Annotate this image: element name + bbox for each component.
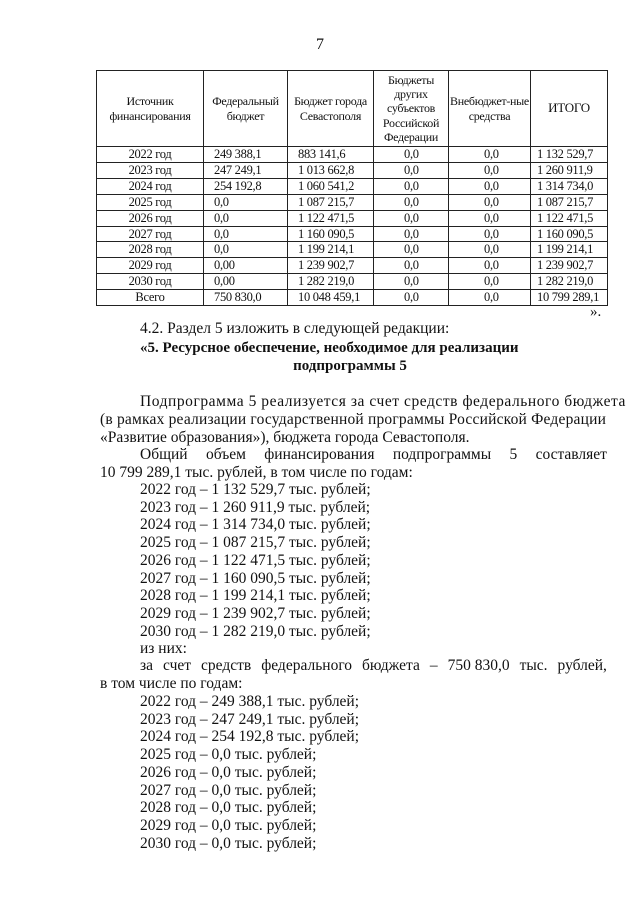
- table-cell-value: 0,0: [449, 210, 531, 226]
- federal-by-year-list: [140, 693, 359, 852]
- table-cell-value: 0,0: [204, 242, 288, 258]
- table-cell-value: 0,0: [449, 274, 531, 290]
- federal-word: средств: [201, 657, 252, 674]
- table-cell-value: 0,0: [374, 242, 449, 258]
- page-number: 7: [316, 36, 324, 53]
- list-item: 2030 год – 0,0 тыс. рублей;: [140, 834, 317, 852]
- table-cell-year: 2025 год: [97, 194, 204, 210]
- federal-word: бюджета: [362, 657, 420, 674]
- table-cell-value: 1 260 911,9: [531, 162, 608, 178]
- table-row: [97, 242, 608, 258]
- federal-word: счет: [163, 657, 192, 674]
- table-cell-value: 1 122 471,5: [531, 210, 608, 226]
- para2-line2: 10 799 289,1 тыс. рублей, в том числе по годам:: [100, 464, 413, 481]
- table-cell-value: 1 087 215,7: [288, 194, 374, 210]
- list-item: 2029 год – 0,0 тыс. рублей;: [140, 816, 317, 834]
- list-item: 2023 год – 247 249,1 тыс. рублей;: [140, 710, 360, 728]
- table-cell-year: 2027 год: [97, 226, 204, 242]
- table-row: [97, 258, 608, 274]
- table-cell-year: 2022 год: [97, 147, 204, 163]
- table-cell-value: 249 388,1: [204, 147, 288, 163]
- table-cell-value: 1 282 219,0: [531, 274, 608, 290]
- para2-word: Общий: [140, 446, 188, 463]
- table-row: [97, 194, 608, 210]
- table-cell-year: 2028 год: [97, 242, 204, 258]
- table-cell-value: 1 132 529,7: [531, 147, 608, 163]
- total-by-year-list: [140, 481, 371, 640]
- table-cell-value: 1 282 219,0: [288, 274, 374, 290]
- para1-line2: (в рамках реализации государственной программы Российской Федерации: [100, 411, 607, 428]
- federal-word: за: [140, 657, 154, 674]
- financing-table: [96, 70, 608, 306]
- federal-word: тыс.: [519, 657, 548, 674]
- para2-line1: [140, 446, 607, 464]
- table-cell-value: 0,0: [449, 226, 531, 242]
- table-cell-value: 883 141,6: [288, 147, 374, 163]
- table-cell-value: 1 239 902,7: [288, 258, 374, 274]
- federal-word: рублей,: [557, 657, 607, 674]
- table-cell-value: 1 122 471,5: [288, 210, 374, 226]
- table-cell-value: 10 048 459,1: [288, 290, 374, 306]
- para1-line1: [140, 393, 626, 411]
- table-cell-value: 1 087 215,7: [531, 194, 608, 210]
- list-item: 2029 год – 1 239 902,7 тыс. рублей;: [140, 604, 371, 622]
- table-cell-value: 10 799 289,1: [531, 290, 608, 306]
- para2-word: составляет: [535, 446, 607, 463]
- section-title-line2: подпрограммы 5: [293, 358, 407, 374]
- list-item: 2022 год – 1 132 529,7 тыс. рублей;: [140, 481, 371, 498]
- table-cell-value: 254 192,8: [204, 178, 288, 194]
- para2-word: 5: [509, 446, 518, 463]
- table-cell-value: 0,0: [204, 210, 288, 226]
- list-item: 2027 год – 0,0 тыс. рублей;: [140, 781, 317, 799]
- para1-line3: «Развитие образования»), бюджета города Севастополя.: [100, 429, 470, 446]
- list-item: 2026 год – 1 122 471,5 тыс. рублей;: [140, 551, 371, 569]
- section-title-line1: «5. Ресурсное обеспечение, необходимое для реализации: [140, 340, 519, 356]
- table-row: [97, 210, 608, 226]
- table-cell-value: 1 160 090,5: [531, 226, 608, 242]
- list-item: 2026 год – 0,0 тыс. рублей;: [140, 763, 317, 781]
- table-cell-value: 1 199 214,1: [531, 242, 608, 258]
- table-cell-value: 0,0: [374, 290, 449, 306]
- table-cell-value: 0,0: [449, 162, 531, 178]
- table-cell-value: 1 013 662,8: [288, 162, 374, 178]
- table-cell-year: 2030 год: [97, 274, 204, 290]
- para2-word: объем: [205, 446, 246, 463]
- table-cell-value: 0,0: [374, 274, 449, 290]
- federal-line2: в том числе по годам:: [100, 675, 243, 692]
- table-cell-value: 247 249,1: [204, 162, 288, 178]
- table-cell-value: 1 060 541,2: [288, 178, 374, 194]
- para2-word: подпрограммы: [392, 446, 492, 463]
- table-cell-value: 0,0: [374, 194, 449, 210]
- table-cell-year: 2024 год: [97, 178, 204, 194]
- table-row: [97, 226, 608, 242]
- closing-quote: ».: [590, 304, 602, 320]
- table-cell-year: Всего: [97, 290, 204, 306]
- header-other-subjects: Бюджеты других субъектов Российской Федерации: [374, 71, 449, 147]
- header-source: Источник финансирования: [97, 71, 204, 147]
- list-item: 2024 год – 254 192,8 тыс. рублей;: [140, 728, 360, 746]
- table-cell-value: 0,0: [374, 178, 449, 194]
- table-cell-value: 1 314 734,0: [531, 178, 608, 194]
- section-instruction: 4.2. Раздел 5 изложить в следующей редакции:: [140, 320, 450, 337]
- list-item: 2025 год – 0,0 тыс. рублей;: [140, 746, 317, 764]
- table-cell-value: 0,0: [374, 258, 449, 274]
- table-row: [97, 274, 608, 290]
- table-cell-value: 750 830,0: [204, 290, 288, 306]
- table-cell-value: 0,0: [374, 226, 449, 242]
- table-row: [97, 147, 608, 163]
- table-row: [97, 290, 608, 306]
- list-item: 2023 год – 1 260 911,9 тыс. рублей;: [140, 498, 371, 516]
- federal-word: 750 830,0: [447, 657, 510, 674]
- table-cell-value: 0,0: [449, 178, 531, 194]
- federal-word: –: [429, 657, 438, 674]
- list-item: 2024 год – 1 314 734,0 тыс. рублей;: [140, 516, 371, 534]
- of-them-label: из них:: [140, 640, 187, 657]
- list-item: 2028 год – 0,0 тыс. рублей;: [140, 799, 317, 817]
- table-cell-value: 0,0: [204, 226, 288, 242]
- table-cell-year: 2029 год: [97, 258, 204, 274]
- table-cell-year: 2023 год: [97, 162, 204, 178]
- federal-word: федерального: [261, 657, 353, 674]
- para2-word: финансирования: [264, 446, 375, 463]
- table-cell-value: 0,0: [449, 258, 531, 274]
- para1-line1-text: Подпрограмма 5 реализуется за счет средств федерального бюджета: [140, 393, 626, 410]
- header-extrabudget: Внебюджет-ные средства: [449, 71, 531, 147]
- table-cell-value: 0,0: [374, 210, 449, 226]
- federal-line1: [140, 657, 607, 675]
- table-cell-value: 1 239 902,7: [531, 258, 608, 274]
- table-cell-value: 1 199 214,1: [288, 242, 374, 258]
- table-cell-value: 0,00: [204, 274, 288, 290]
- table-row: [97, 162, 608, 178]
- table-row: [97, 178, 608, 194]
- table-cell-value: 0,0: [374, 147, 449, 163]
- header-total: ИТОГО: [531, 71, 608, 147]
- list-item: 2022 год – 249 388,1 тыс. рублей;: [140, 693, 360, 710]
- table-cell-year: 2026 год: [97, 210, 204, 226]
- table-cell-value: 0,0: [449, 194, 531, 210]
- table-cell-value: 1 160 090,5: [288, 226, 374, 242]
- header-sevastopol: Бюджет города Севастополя: [288, 71, 374, 147]
- header-federal: Федеральный бюджет: [204, 71, 288, 147]
- table-cell-value: 0,0: [204, 194, 288, 210]
- table-cell-value: 0,0: [449, 147, 531, 163]
- list-item: 2030 год – 1 282 219,0 тыс. рублей;: [140, 622, 371, 640]
- table-cell-value: 0,0: [449, 242, 531, 258]
- table-header-row: [97, 71, 608, 147]
- list-item: 2027 год – 1 160 090,5 тыс. рублей;: [140, 569, 371, 587]
- table-cell-value: 0,00: [204, 258, 288, 274]
- list-item: 2025 год – 1 087 215,7 тыс. рублей;: [140, 534, 371, 552]
- list-item: 2028 год – 1 199 214,1 тыс. рублей;: [140, 587, 371, 605]
- table-cell-value: 0,0: [449, 290, 531, 306]
- table-cell-value: 0,0: [374, 162, 449, 178]
